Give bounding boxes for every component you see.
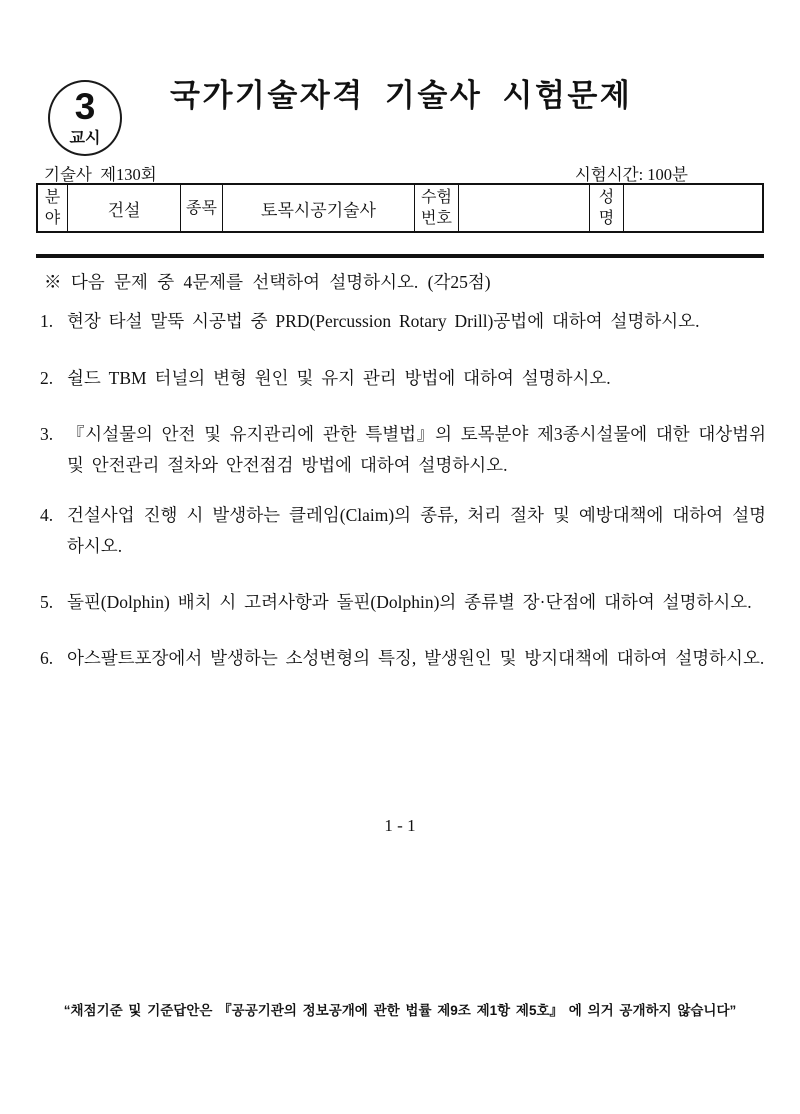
footer-disclosure-note: “채점기준 및 기준답안은 『공공기관의 정보공개에 관한 법률 제9조 제1항 제5호』 에 의거 공개하지 않습니다” (63, 1003, 737, 1018)
section-divider-rule (36, 254, 764, 258)
session-label: 교시 (69, 130, 101, 147)
page-number: 1 - 1 (384, 816, 416, 835)
question-6-number: 6. (40, 648, 54, 668)
question-3-text: 『시설물의 안전 및 유지관리에 관한 특별법』의 토목분야 제3종시설물에 대한 대상범위 및 안전관리 절차와 안전점검 방법에 대하여 설명하시오. (67, 424, 766, 475)
question-5-text: 돌핀(Dolphin) 배치 시 고려사항과 돌핀(Dolphin)의 종류별 장·단점에 대하여 설명하시오. (67, 592, 752, 612)
exam-round-label: 기술사 제130회 (44, 165, 157, 184)
candidate-info-table (36, 183, 764, 233)
field-label-cell: 분야 (38, 185, 68, 231)
question-4 (40, 500, 766, 562)
instruction-line: ※ 다음 문제 중 4문제를 선택하여 설명하시오. (각25점) (44, 272, 491, 292)
subject-value-cell: 토목시공기술사 (223, 185, 415, 231)
session-number: 3 (74, 86, 96, 127)
field-value-cell: 건설 (68, 185, 181, 231)
question-6 (40, 643, 766, 674)
question-5-number: 5. (40, 592, 54, 612)
page-title: 국가기술자격 기술사 시험문제 (170, 78, 633, 113)
name-blank-cell (624, 185, 762, 231)
question-5 (40, 587, 766, 618)
question-3 (40, 419, 766, 481)
examinee-number-label-cell: 수험번호 (415, 185, 459, 231)
question-1 (40, 306, 766, 337)
examinee-number-blank-cell (459, 185, 590, 231)
question-1-text: 현장 타설 말뚝 시공법 중 PRD(Percussion Rotary Drill)공법에 대하여 설명하시오. (67, 311, 700, 331)
question-2 (40, 363, 766, 394)
question-4-number: 4. (40, 505, 54, 525)
question-4-text: 건설사업 진행 시 발생하는 클레임(Claim)의 종류, 처리 절차 및 예방대책에 대하여 설명하시오. (67, 505, 766, 556)
question-2-number: 2. (40, 368, 54, 388)
question-1-number: 1. (40, 311, 54, 331)
session-badge (48, 80, 122, 156)
subject-label-cell: 종목 (181, 185, 223, 231)
question-3-number: 3. (40, 424, 54, 444)
question-2-text: 쉴드 TBM 터널의 변형 원인 및 유지 관리 방법에 대하여 설명하시오. (67, 368, 611, 388)
exam-duration-label: 시험시간: 100분 (574, 165, 688, 184)
question-6-text: 아스팔트포장에서 발생하는 소성변형의 특징, 발생원인 및 방지대책에 대하여 설명하시오. (67, 648, 765, 668)
name-label-cell: 성명 (590, 185, 624, 231)
